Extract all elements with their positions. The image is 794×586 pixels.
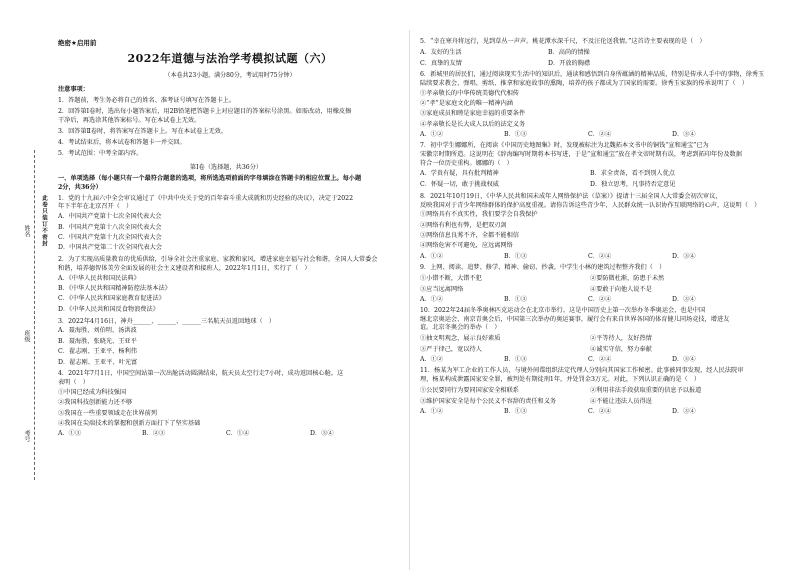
question-stem: 年下半年在北京召开（ ） xyxy=(58,203,133,211)
binding-label-class: 班级 xyxy=(23,330,30,342)
note-item: 2．回答第Ⅰ卷时，选出每小题答案后，用2B铅笔把答题卡上对应题目的答案标号涂黑。如需改动，用橡皮擦 xyxy=(58,108,352,116)
option: B．①③ xyxy=(504,407,528,415)
question-stem: 6．新城里的居民们，通过阅读现实生活中的知识后，通读和感悟到自身所蕴涵的精神品质，特别是传承人手中的事物，徐秀玉 xyxy=(420,71,765,79)
statement-item: ③我国在一些重要领域走在世界前列 xyxy=(58,409,157,417)
statement-item: ④我国在尖端技术的掌握和创新方面打下了坚实基础 xyxy=(58,419,201,427)
option: D．③④ xyxy=(672,295,696,303)
right-column xyxy=(420,38,765,416)
binding-note: 此卷只装订不密封 xyxy=(41,195,47,247)
question-stem: 8．2021年10月19日，《中华人民共和国未成年人网络保护法（草案）》提请十三届全国人大常委会初次审议， xyxy=(420,192,722,200)
question-stem: 10．2022年24届冬季奥林匹克运动会在北京市举行。这是中国历史上第一次举办冬季奥运会，也是中国 xyxy=(420,306,706,314)
option: B．②③ xyxy=(142,430,166,438)
question-stem: 2．为了实现高质量教育的优质供给，引导全社会注重家庭、家教和家风，增进家庭幸福与社会和谐，全国人大常委会 xyxy=(58,256,378,264)
statement-item: ③网络信息良莠不齐，全都不能相信 xyxy=(420,232,519,240)
option: A．《中华人民共和国民法典》 xyxy=(58,274,140,282)
option: A．①② xyxy=(420,131,444,139)
question-stem: 谊。北京冬奥会的举办（ ） xyxy=(420,324,501,332)
question-stem: 11．杨某为军工企业的工作人员，与境外间谍组织法定代理人分别向其国家工作秘密。此事被同事发现，经人民法院审 xyxy=(420,367,744,375)
option: B．高尚的情操 xyxy=(548,48,590,56)
statement-item: ①小错不断，大错不犯 xyxy=(420,274,482,282)
question-stem: 陆续要求教会、弹唱、剪纸、推拿和家庭故事的熏陶，培养的孩子都成为了国家的需要。徐秀玉家族的传承说明了（ ） xyxy=(420,79,748,87)
statement-item: ②平等待人，友好热情 xyxy=(590,335,652,343)
option: C．翟志刚、王亚平、杨利伟 xyxy=(58,348,137,356)
option: D．③④ xyxy=(672,356,696,364)
option: C．怀疑一切，敢于挑战权威 xyxy=(420,181,499,189)
option: C．②④ xyxy=(588,252,612,260)
statement-grid xyxy=(420,273,765,295)
option: B．①③ xyxy=(504,295,528,303)
option: D．③④ xyxy=(672,252,696,260)
option-grid xyxy=(420,168,765,190)
binding-dashed-line xyxy=(34,150,35,480)
statement-item: ②“孝”是家庭文化的唯一精神内涵 xyxy=(420,99,513,107)
note-item: 干净后，再选涂其他答案标号。写在本试卷上无效。 xyxy=(58,116,201,124)
notes-heading: 注意事项： xyxy=(58,86,89,93)
statement-item: ④不能让违法人员得逞 xyxy=(590,397,652,405)
statement-item: ①网络具有不真实性，我们要学会自我保护 xyxy=(420,211,538,219)
option-row xyxy=(420,295,765,305)
option: D．独立思考，凡事持否定意见 xyxy=(590,181,676,189)
column-divider xyxy=(409,30,410,570)
question-stem: 表明（ ） xyxy=(58,379,89,387)
option: D．翟志刚、王亚平、叶光富 xyxy=(58,358,138,366)
option: A．友好的生活 xyxy=(420,48,462,56)
option: C．《中华人民共和国家庭教育促进法》 xyxy=(58,295,165,303)
option: C．①④ xyxy=(226,430,250,438)
question-stem: 符合一位历史重构。娜娜的（ ） xyxy=(420,159,513,167)
question-stem: 9．上网、阅读、追梦、修学、精神、偷窃、抄袭，中学生小林的建筑过程整齐我们（ ） xyxy=(420,264,666,272)
option: D．《中华人民共和国反食物浪费法》 xyxy=(58,305,159,313)
option: B．①③ xyxy=(504,356,528,364)
option-row xyxy=(420,130,765,140)
question-stem: 和谐，培养德智体美劳全面发展的社会主义建设者和接班人，2022年1月1日，实行了（ ） xyxy=(58,264,311,272)
option-grid xyxy=(420,47,765,69)
binding-margin xyxy=(0,0,48,586)
statement-grid xyxy=(420,333,765,355)
statement-item: ④要敢于向他人说不是 xyxy=(590,285,652,293)
option: B．求全责备，看不到别人优点 xyxy=(590,170,675,178)
question-stem: 1．党的十九届六中全会审议通过了《中共中央关于党的百年奋斗重大成就和历史经验的决议》，决定于2022 xyxy=(58,194,354,202)
option: C．真挚的友情 xyxy=(420,59,462,67)
statement-item: ①中国已经成为科技强国 xyxy=(58,388,127,396)
question-stem: 7．初中学生娜娜所，在阅读《中国历史地图集》时，发现被标注为北魏拓本文书中的铜钱“宣和通宝”已为 xyxy=(420,142,709,150)
option: C．中国共产党第十九次全国代表大会 xyxy=(58,233,162,241)
statement-item: ②利用非法手段获取重要的信息予以报道 xyxy=(590,386,702,394)
option: B．①③ xyxy=(504,131,528,139)
option: D．③④ xyxy=(672,407,696,415)
question-stem: 4．2021年7月1日，中国空间站第一次出舱活动圆满结束，航天员太空行走7小时，成功返回核心舱。这 xyxy=(58,370,344,378)
option: A．中国共产党第十七次全国代表大会 xyxy=(58,213,162,221)
statement-item: ①抽文明观念，展示良好素质 xyxy=(420,335,501,343)
statement-item: ③严于律己，宽以待人 xyxy=(420,346,482,354)
statement-item: ②网络有利也有弊，是把双刃剑 xyxy=(420,221,507,229)
option-row xyxy=(420,407,765,417)
left-column xyxy=(58,86,394,439)
question-stem: 5．“幸在寒舟将远行，见到草丛一声声。桃花潭水深千尺，不及汪伦送我情。”这首诗主要表现的是（ ） xyxy=(420,38,706,45)
option: D．③④ xyxy=(310,430,334,438)
option: A．学贵有疑，具有批判精神 xyxy=(420,170,499,178)
option: A．①② xyxy=(420,407,444,415)
option: B．《中华人民共和国精神防控法基本法》 xyxy=(58,285,171,292)
option: B．中国共产党第十八次全国代表大会 xyxy=(58,223,162,231)
statement-item: ③应当远离网络 xyxy=(420,285,464,293)
option: A．①② xyxy=(420,356,444,364)
note-item: 1．答题前，考生务必将自己的姓名、准考证号填写在答题卡上。 xyxy=(58,97,236,105)
option-row xyxy=(420,252,765,262)
binding-label-name: 姓名 xyxy=(23,225,30,237)
option: D．③④ xyxy=(672,131,696,139)
question-stem: 继北京奥运会、南京青奥会后，中国第三次举办的奥运赛事，履行会有来自世界各国的体育健儿同场竞技，增进友 xyxy=(420,315,730,323)
option-row xyxy=(58,429,394,439)
statement-item: ①孝亲敬长的中华传统美德代代相传 xyxy=(420,89,519,97)
question-stem: 3．2022年4月16日，神舟______、______、______三名航天员返回地球（ ） xyxy=(58,317,276,325)
statement-item: ②我国科技创新能力还不够 xyxy=(58,399,133,407)
option: A．聂海胜、刘伯明、汤洪波 xyxy=(58,327,137,335)
secret-label: 绝密★启用前 xyxy=(58,39,97,47)
question-stem: 反映我国对于青少年网络群体的保护高度重视。请你告诉这些青少年，人民群众统一认识协作互联网络的心声，这说明（ ） xyxy=(420,201,761,209)
option: A．①② xyxy=(420,252,444,260)
option: C．②④ xyxy=(588,131,612,139)
statement-item: ④诚实守信，努力奉献 xyxy=(590,346,652,354)
option: C．②④ xyxy=(588,295,612,303)
question-stem: 宋徽宗时期所造。这说明在《辞海编写时期将本书写进，于是“宣和通宝”放在孝文帝时期有误，考虑到拓印年份及数据 xyxy=(420,151,742,159)
statement-item: ④孝亲敬长是长大成人以后的法定义务 xyxy=(420,120,526,128)
option: D．开放的胸襟 xyxy=(548,59,591,67)
option: D．中国共产党第二十次全国代表大会 xyxy=(58,244,162,252)
statement-item: ③家庭成员和睦是家庭幸福的重要条件 xyxy=(420,110,526,118)
option: B．①③ xyxy=(504,252,528,260)
exam-title: 2022年道德与法治学考模拟试题（六） xyxy=(127,52,333,65)
statement-item: ④网络危害不可避免，应远离网络 xyxy=(420,242,513,250)
option: B．聂海胜、张晓光、王亚平 xyxy=(58,337,137,345)
option: A．①② xyxy=(420,295,444,303)
section-instructions: 2分，共36分） xyxy=(58,183,102,191)
option: C．②④ xyxy=(588,356,612,364)
question-stem: 理，杨某构成泄露国家安全罪，被判处有期徒刑1年，并处罚金3万元。对此，下列认识正确的是（ ） xyxy=(420,375,701,383)
option: A．①③ xyxy=(58,430,82,438)
section-title: 第Ⅰ卷（选择题，共36分） xyxy=(189,163,263,171)
section-instructions: 一、单项选择（每小题只有一个最符合题意的选项，将所选选项前面的字母填涂在答题卡的相应位置上。每小题 xyxy=(58,174,362,182)
statement-grid xyxy=(420,385,765,407)
statement-item: ③维护国家安全是每个公民义不容辞的责任和义务 xyxy=(420,397,557,405)
note-item: 4．考试结束后，将本试卷和答题卡一并交回。 xyxy=(58,139,186,147)
note-item: 3．回答第Ⅱ卷时，将答案写在答题卡上。写在本试卷上无效。 xyxy=(58,127,228,135)
option: C．②④ xyxy=(588,407,612,415)
binding-label-number: 考号 xyxy=(23,430,30,442)
statement-item: ②要防微杜渐，防患于未然 xyxy=(590,274,665,282)
exam-subtitle: （本卷共23小题，满分80分，考试用时75分钟） xyxy=(164,72,296,79)
option-row xyxy=(420,355,765,365)
statement-item: ①公民要同行为要同国家安全相联系 xyxy=(420,386,519,394)
note-item: 5．考试范围：中考全部内容。 xyxy=(58,150,143,158)
